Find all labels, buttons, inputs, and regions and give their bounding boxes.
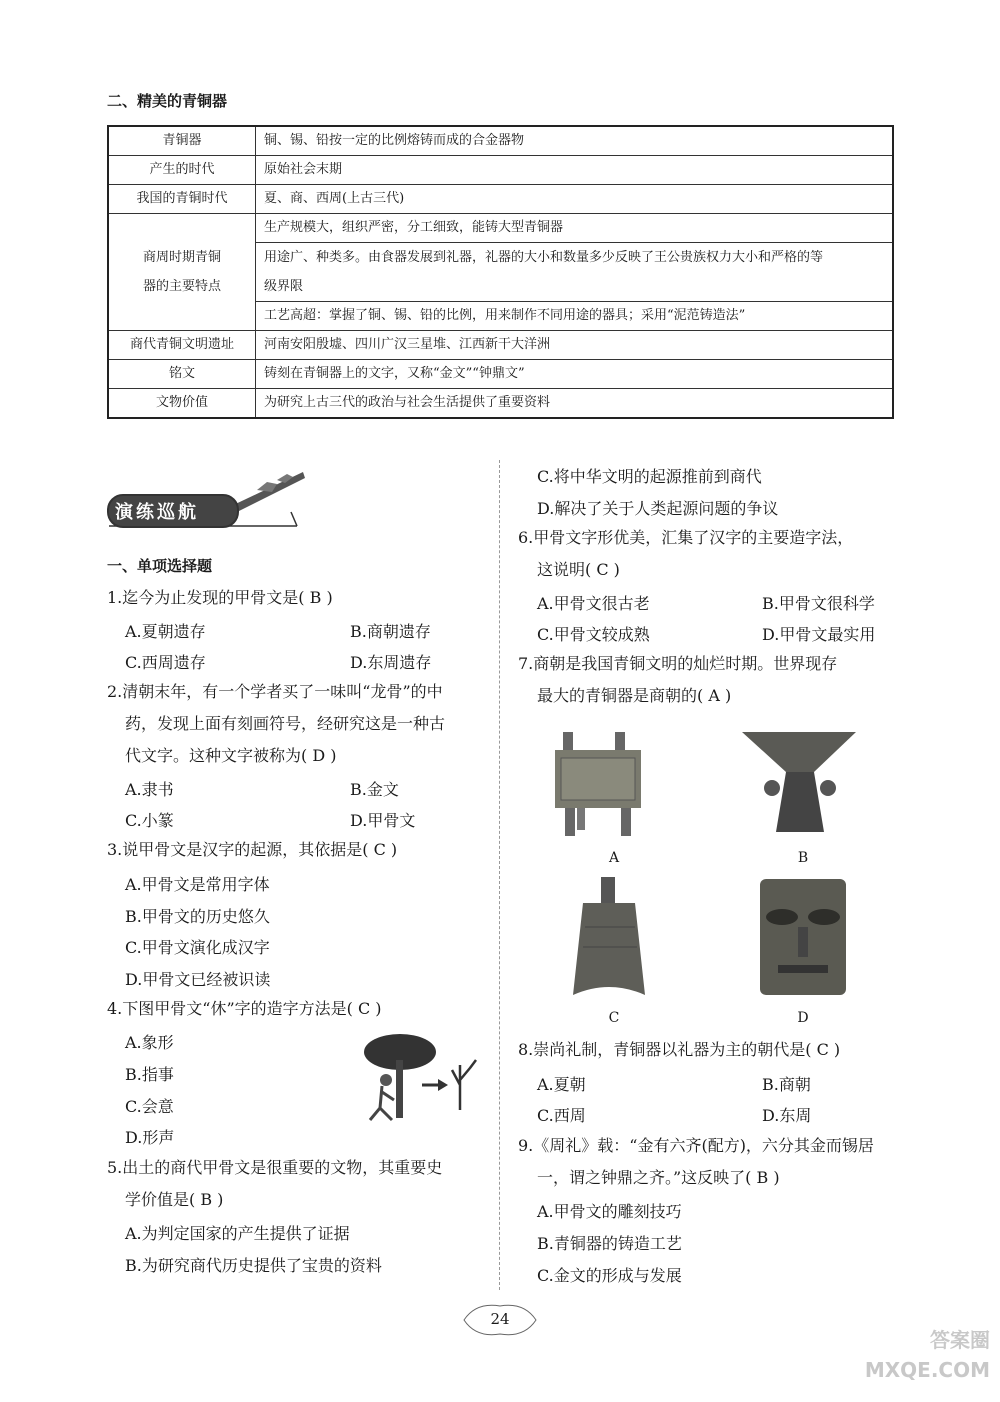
- option: B.青铜器的铸造工艺: [537, 1234, 682, 1253]
- question-2-line: 2.清朝末年，有一个学者买了一味叫“龙骨”的中: [107, 682, 443, 701]
- option: B.为研究商代历史提供了宝贵的资料: [125, 1256, 382, 1275]
- option: C.将中华文明的起源推前到商代: [537, 467, 762, 486]
- table-value: 铸刻在青铜器上的文字，又称“金文”“钟鼎文”: [256, 360, 894, 389]
- table-key-line: 器的主要特点: [142, 279, 221, 294]
- option: A.夏朝遗存: [125, 622, 206, 641]
- table-value-line: 级界限: [264, 279, 304, 294]
- question-6-line: 这说明( C ): [537, 560, 620, 579]
- knowledge-table: [107, 125, 894, 419]
- option: B.甲骨文的历史悠久: [125, 907, 270, 926]
- table-value: 铜、锡、铅按一定的比例熔铸而成的合金器物: [256, 126, 894, 156]
- table-key-line: 商周时期青铜: [142, 250, 221, 265]
- question-7-line: 最大的青铜器是商朝的( A ): [537, 686, 732, 705]
- table-key: 铭文: [108, 360, 256, 389]
- table-value-line: 用途广、种类多。由食器发展到礼器，礼器的大小和数量多少反映了王公贵族权力大小和严格的等: [264, 250, 824, 265]
- option: D.解决了关于人类起源问题的争议: [537, 499, 779, 518]
- question-2-line: 药，发现上面有刻画符号，经研究这是一种古: [125, 714, 446, 733]
- option: A.甲骨文是常用字体: [125, 875, 270, 894]
- table-key: 青铜器: [108, 126, 256, 156]
- option: C.西周遗存: [125, 653, 206, 672]
- table-key: 我国的青铜时代: [108, 185, 256, 214]
- option: B.甲骨文很科学: [762, 594, 875, 613]
- option: D.东周遗存: [350, 653, 432, 672]
- column-divider: [499, 460, 500, 1290]
- table-value: 原始社会末期: [256, 156, 894, 185]
- section-title: 二、精美的青铜器: [107, 92, 228, 110]
- option: A.甲骨文的雕刻技巧: [537, 1202, 682, 1221]
- option: A.隶书: [125, 780, 174, 799]
- table-value: 夏、商、西周(上古三代): [256, 185, 894, 214]
- banner-title: 演练巡航: [115, 502, 199, 523]
- option: C.会意: [125, 1097, 174, 1116]
- question-4: 4.下图甲骨文“休”字的造字方法是( C ): [107, 999, 382, 1018]
- image-caption: A: [608, 850, 620, 866]
- practice-banner: [107, 468, 307, 530]
- question-9-line: 9.《周礼》载：“金有六齐(配方)，六分其金而锡居: [518, 1136, 874, 1155]
- watermark: 答案圈 MXQE.COM: [864, 1328, 990, 1382]
- image-caption: C: [608, 1010, 620, 1026]
- page-number: [456, 1300, 544, 1340]
- option: B.金文: [350, 780, 399, 799]
- image-caption: B: [797, 850, 809, 866]
- page-number-text: 24: [490, 1310, 510, 1328]
- option: C.甲骨文较成熟: [537, 625, 650, 644]
- question-9-line: 一，谓之钟鼎之齐。”这反映了( B ): [537, 1168, 780, 1187]
- option: C.西周: [537, 1106, 586, 1125]
- image-caption: D: [797, 1010, 809, 1026]
- table-row: [108, 360, 893, 389]
- table-row: [108, 126, 893, 156]
- option: D.形声: [125, 1128, 175, 1147]
- question-2-line: 代文字。这种文字被称为( D ): [125, 746, 337, 765]
- option: C.小篆: [125, 811, 174, 830]
- question-5-line: 学价值是( B ): [125, 1190, 224, 1209]
- table-row: [108, 214, 893, 243]
- option: C.甲骨文演化成汉字: [125, 938, 270, 957]
- question-1: 1.迄今为止发现的甲骨文是( B ): [107, 588, 333, 607]
- option: D.甲骨文已经被识读: [125, 970, 271, 989]
- xiu-character-illustration: [360, 1030, 485, 1125]
- option: D.甲骨文最实用: [762, 625, 876, 644]
- question-3: 3.说甲骨文是汉字的起源，其依据是( C ): [107, 840, 398, 859]
- question-6-line: 6.甲骨文字形优美，汇集了汉字的主要造字法，: [518, 528, 854, 547]
- question-7-line: 7.商朝是我国青铜文明的灿烂时期。世界现存: [518, 654, 838, 673]
- option: D.东周: [762, 1106, 812, 1125]
- ding-vessel-image: [553, 730, 673, 840]
- option: C.金文的形成与发展: [537, 1266, 682, 1285]
- table-value: [256, 243, 894, 302]
- part-title: 一、单项选择题: [107, 557, 213, 575]
- bronze-mask-image: [752, 877, 852, 997]
- table-key: 产生的时代: [108, 156, 256, 185]
- zun-vessel-image: [740, 728, 860, 838]
- table-row: [108, 185, 893, 214]
- option: B.商朝遗存: [350, 622, 431, 641]
- table-row: [108, 389, 893, 419]
- option: B.指事: [125, 1065, 174, 1084]
- option: A.象形: [125, 1033, 174, 1052]
- table-key: 商代青铜文明遗址: [108, 331, 256, 360]
- option: A.为判定国家的产生提供了证据: [125, 1224, 350, 1243]
- table-value: 生产规模大，组织严密，分工细致，能铸大型青铜器: [256, 214, 894, 243]
- option: B.商朝: [762, 1075, 811, 1094]
- table-value: 为研究上古三代的政治与社会生活提供了重要资料: [256, 389, 894, 419]
- table-row: [108, 156, 893, 185]
- option: A.甲骨文很古老: [537, 594, 650, 613]
- table-value: 工艺高超：掌握了铜、锡、铅的比例，用来制作不同用途的器具；采用“泥范铸造法”: [256, 302, 894, 331]
- option: D.甲骨文: [350, 811, 416, 830]
- question-8: 8.崇尚礼制，青铜器以礼器为主的朝代是( C ): [518, 1040, 841, 1059]
- table-row: [108, 331, 893, 360]
- table-key: [108, 214, 256, 331]
- bell-image: [565, 875, 655, 1000]
- option: A.夏朝: [537, 1075, 586, 1094]
- table-value: 河南安阳殷墟、四川广汉三星堆、江西新干大洋洲: [256, 331, 894, 360]
- question-5-line: 5.出土的商代甲骨文是很重要的文物，其重要史: [107, 1158, 443, 1177]
- table-key: 文物价值: [108, 389, 256, 419]
